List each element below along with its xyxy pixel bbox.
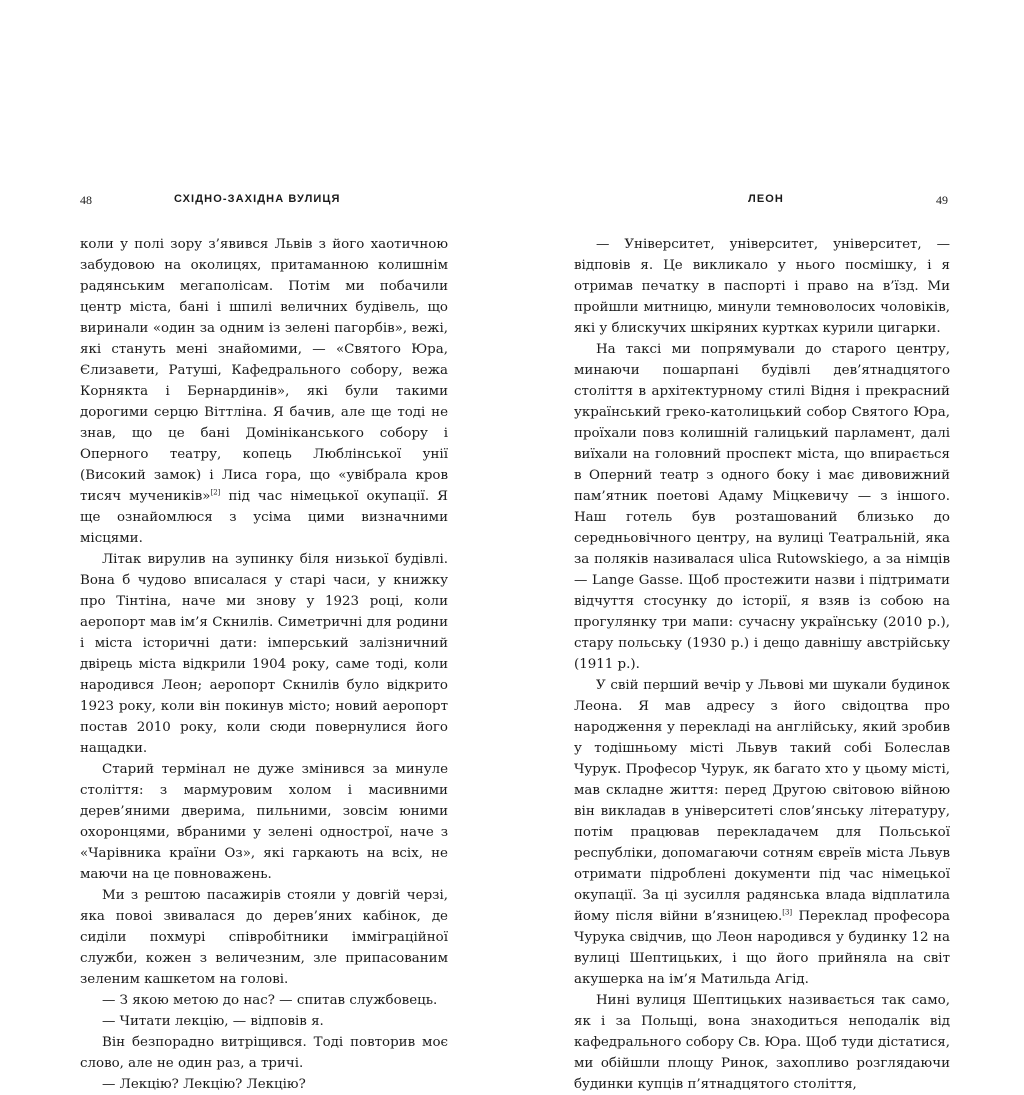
paragraph: коли у полі зору з’явився Львів з його хаотичною забудовою на околицях, притаманною колишнім радянським мегаполісам. Потім ми побачили центр міста, бані і шпилі величних будівель, що виринали «один за одним із зелені пагорбів», вежі, які стануть мені знайомими, — «Святого Юра, Єлизавети, Ратуші, Кафедрального собору, вежа Корнякта і Бернардинів», які були такими дорогими серцю Віттліна. Я бачив, але ще тоді не знав, що це бані Домініканського собору і Оперного театру, копець Люблінської унії (Високий замок) і Лиса гора, що «увібрала кров тисяч мучеників»[2] під час німецької окупації. Я ще ознайомлюся з усіма цими визначними місцями.: [80, 237, 448, 546]
paragraph: На таксі ми попрямували до старого центру, минаючи пошарпані будівлі дев’ятнадцятого століття в архітектурному стилі Відня і прекрасний український греко-католицький собор Святого Юра, проїхали повз колишній галицький парламент, далі виїхали на головний проспект міста, що впирається в Оперний театр з одного боку і має дивовижний пам’ятник поетові Адаму Міцкевичу — з іншого. Наш готель був розташований близько до середньовічного центру, на вулиці Театральній, яка за поляків називалася ulica Rutowskiego, а за німців — Lange Gasse. Щоб простежити назви і підтримати відчуття стосунку до історії, я взяв із собою на прогулянку три мапи: сучасну українську (2010 р.), стару польську (1930 р.) і дещо давнішу австрійську (1911 р.).: [574, 342, 950, 672]
running-head: ЛЕОН: [748, 193, 784, 205]
paragraph: Він безпорадно витріщився. Тоді повторив моє слово, але не один раз, а тричі.: [80, 1035, 448, 1071]
body-text: [574, 234, 950, 1095]
paragraph: — Читати лекцію, — відповів я.: [102, 1014, 324, 1029]
page-number: 49: [936, 193, 948, 207]
footnote-ref[interactable]: [3]: [782, 908, 793, 917]
paragraph: — Лекцію? Лекцію? Лекцію?: [102, 1077, 306, 1092]
left-page: [0, 0, 512, 1092]
paragraph: — З якою метою до нас? — спитав службовець.: [102, 993, 438, 1008]
paragraph: У свій перший вечір у Львові ми шукали будинок Леона. Я мав адресу з його свідоцтва про народження у перекладі на англійську, який зробив у тодішньому місті Львув такий собі Болеслав Чурук. Професор Чурук, як багато хто у цьому місті, мав складне життя: перед Другою світовою війною він викладав в університеті слов’янську літературу, потім працював перекладачем для Польської республіки, допомагаючи сотням євреїв міста Львув отримати підроблені документи під час німецької окупації. За ці зусилля радянська влада відплатила йому після війни в’язницею.[3] Переклад професора Чурука свідчив, що Леон народився у будинку 12 на вулиці Шептицьких, і що його прийняла на світ акушерка на ім’я Матильда Агід.: [574, 678, 951, 987]
right-page: [512, 0, 1024, 1092]
paragraph: — Університет, університет, університет, — відповів я. Це викликало у нього посмішку, і я отримав печатку в паспорті і право на в’їзд. Ми пройшли митницю, минули темноволосих чоловіків, які у блискучих шкіряних куртках курили цигарки.: [574, 237, 950, 336]
paragraph: Нині вулиця Шептицьких називається так само, як і за Польщі, вона знаходиться неподалік від кафедрального собору Св. Юра. Щоб туди дістатися, ми обійшли площу Ринок, захопливо розглядаючи будинки купців п’ятнадцятого століття,: [574, 993, 950, 1092]
body-text: [80, 234, 448, 1095]
running-head: СХІДНО-ЗАХІДНА ВУЛИЦЯ: [174, 193, 341, 205]
paragraph: Ми з рештою пасажирів стояли у довгій черзі, яка повоі звивалася до дерев’яних кабінок, де сиділи похмурі співробітники імміграційної служби, кожен з величезним, зле припасованим зеленим кашкетом на голові.: [80, 888, 448, 987]
paragraph: Старий термінал не дуже змінився за минуле століття: з мармуровим холом і масивними дерев’яними дверима, пильними, зовсім юними охоронцями, вбраними у зелені однострої, наче з «Чарівника країни Оз», які гаркають на всіх, не маючи на це повноважень.: [80, 762, 448, 882]
footnote-ref[interactable]: [2]: [210, 488, 221, 497]
paragraph: Літак вирулив на зупинку біля низької будівлі. Вона б чудово вписалася у старі часи, у книжку про Тінтіна, наче ми знову у 1923 році, коли аеропорт мав ім’я Скнилів. Симетричні для родини і міста історичні дати: імперський залізничний двірець міста відкрили 1904 року, саме тоді, коли народився Леон; аеропорт Скнилів було відкрито 1923 року, коли він покинув місто; новий аеропорт постав 2010 року, коли сюди повернулися його нащадки.: [80, 552, 448, 756]
page-number: 48: [80, 193, 92, 207]
